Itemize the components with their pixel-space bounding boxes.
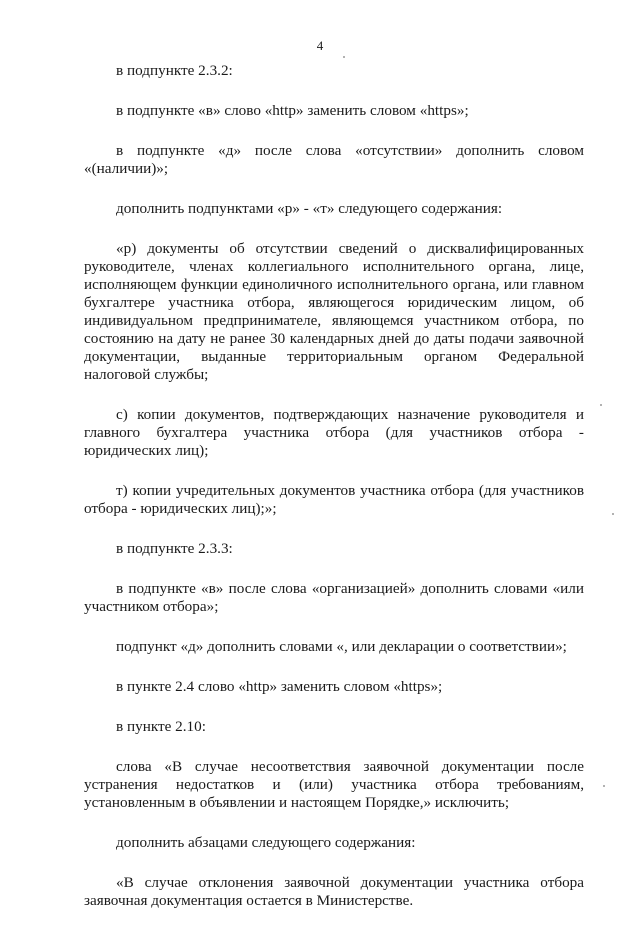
paragraph: в подпункте «в» слово «http» заменить словом «https»; <box>116 102 469 119</box>
page-number: 4 <box>316 38 324 53</box>
paragraph: подпункт «д» дополнить словами «, или декларации о соответствии»; <box>116 638 567 655</box>
paragraph: дополнить подпунктами «р» - «т» следующего содержания: <box>116 200 503 217</box>
paragraph: с) копии документов, подтверждающих назначение руководителя и главного бухгалтера участника отбора (для участников отбора - юридических лиц); <box>84 406 584 459</box>
paragraph: в пункте 2.10: <box>116 718 206 735</box>
paragraph: в пункте 2.4 слово «http» заменить словом «https»; <box>116 678 443 695</box>
paragraph: дополнить абзацами следующего содержания: <box>116 834 416 851</box>
scan-speck <box>612 513 614 515</box>
paragraph: «р) документы об отсутствии сведений о дисквалифицированных руководителе, членах коллегиального исполнительного органа, лице, исполняющем функции единоличного исполнительного органа, или главном бухгалтере участника отбора, являющегося юридическим лицом, об индивидуальном предпринимателе, являющемся участником отбора, по состоянию на дату не ранее 30 календарных дней до даты подачи заявочной документации, выданные территориальным органом Федеральной налоговой службы; <box>84 240 584 383</box>
scan-speck <box>600 404 602 406</box>
scan-speck <box>603 785 605 787</box>
document-body <box>84 62 584 932</box>
paragraph: в подпункте «д» после слова «отсутствии» дополнить словом «(наличии)»; <box>84 142 584 177</box>
paragraph: «В случае отклонения заявочной документации участника отбора заявочная документация остается в Министерстве. <box>84 874 584 909</box>
paragraph: т) копии учредительных документов участника отбора (для участников отбора - юридических лиц);»; <box>84 482 584 517</box>
paragraph: в подпункте «в» после слова «организацией» дополнить словами «или участником отбора»; <box>84 580 584 615</box>
paragraph: в подпункте 2.3.3: <box>116 540 233 557</box>
paragraph: слова «В случае несоответствия заявочной документации после устранения недостатков и (или) участника отбора требованиям, установленным в объявлении и настоящем Порядке,» исключить; <box>84 758 584 811</box>
scan-speck <box>343 56 345 58</box>
paragraph: в подпункте 2.3.2: <box>116 62 233 79</box>
